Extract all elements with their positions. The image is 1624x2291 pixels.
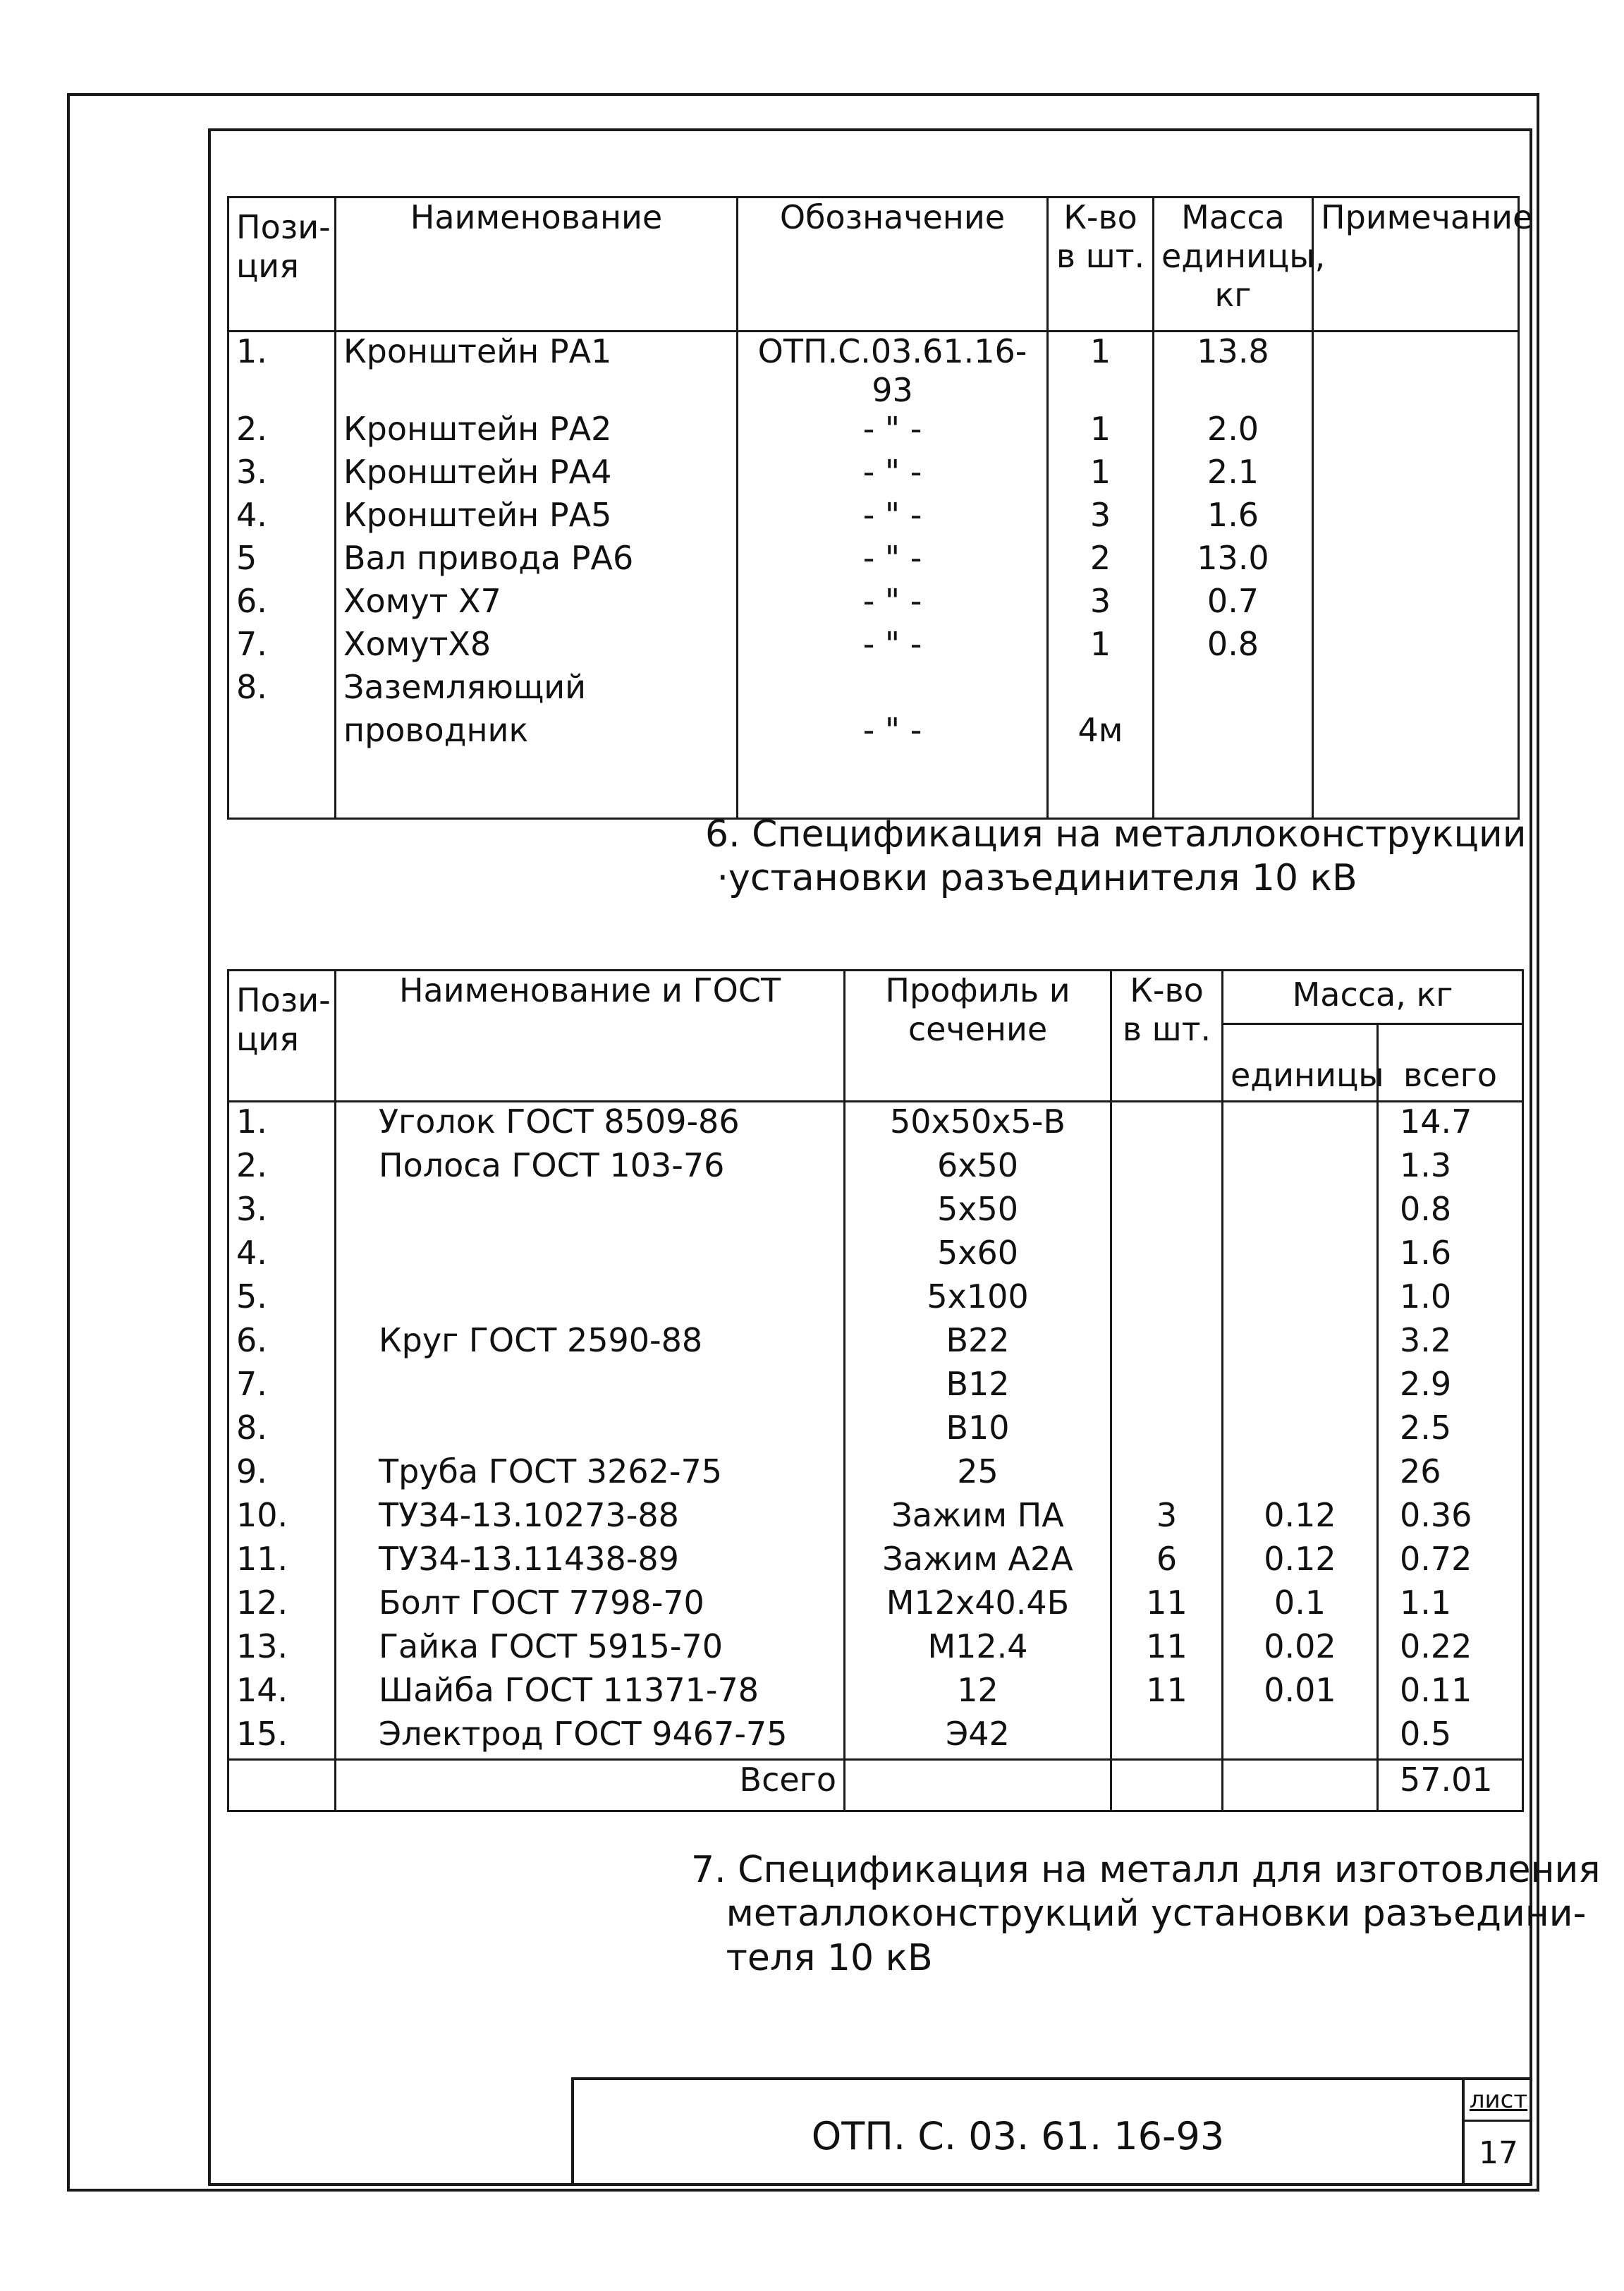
cell-name: [336, 1365, 845, 1409]
total-value: 57.01: [1378, 1760, 1523, 1811]
cell-empty: [845, 1760, 1111, 1811]
cell-unit-mass: 0.01: [1223, 1671, 1378, 1715]
cell-unit-mass: [1223, 1409, 1378, 1452]
table-row: [228, 1409, 1523, 1452]
cell-position: 7.: [228, 625, 336, 668]
cell-designation: [738, 668, 1048, 711]
cell-position: 3.: [228, 453, 336, 496]
cell-profile: 12: [845, 1671, 1111, 1715]
cell-name: ХомутХ8: [336, 625, 738, 668]
table-row: [228, 1584, 1523, 1627]
cell-total-mass: 0.8: [1378, 1190, 1523, 1234]
cell-note: [1313, 453, 1519, 496]
cell-profile: М12х40.4Б: [845, 1584, 1111, 1627]
cell-position: 1.: [228, 1102, 336, 1147]
cell-name: Гайка ГОСТ 5915-70: [336, 1627, 845, 1671]
cell-name: Полоса ГОСТ 103-76: [336, 1146, 845, 1190]
cell-name: Уголок ГОСТ 8509-86: [336, 1102, 845, 1147]
cell-quantity: 1: [1048, 332, 1154, 411]
table-row: [228, 453, 1519, 496]
header-mass-unit: единицы: [1223, 1024, 1378, 1102]
cell-name: Вал привода РА6: [336, 539, 738, 582]
cell-quantity: [1111, 1365, 1223, 1409]
cell-name: [336, 1190, 845, 1234]
cell-unit-mass: 0.12: [1223, 1540, 1378, 1584]
cell-quantity: 6: [1111, 1540, 1223, 1584]
table-row: [228, 625, 1519, 668]
cell-name: ТУ34-13.10273-88: [336, 1496, 845, 1540]
table-row-empty: [228, 754, 1519, 819]
cell-name: Труба ГОСТ 3262-75: [336, 1452, 845, 1496]
table-row: [228, 1146, 1523, 1190]
sheet-cell: [1462, 2080, 1532, 2186]
table-row: [228, 1277, 1523, 1321]
table-row: [228, 668, 1519, 711]
cell-unit-mass: 2.0: [1154, 410, 1313, 453]
cell-profile: 25: [845, 1452, 1111, 1496]
cell-position: 8.: [228, 668, 336, 711]
cell-total-mass: 0.22: [1378, 1627, 1523, 1671]
cell-empty: [1111, 1760, 1223, 1811]
cell-name: Круг ГОСТ 2590-88: [336, 1321, 845, 1365]
sheet-label: лист: [1465, 2080, 1532, 2122]
cell-unit-mass: [1223, 1715, 1378, 1760]
cell-quantity: 1: [1048, 625, 1154, 668]
cell-empty: [228, 1760, 336, 1811]
cell-quantity: 11: [1111, 1627, 1223, 1671]
cell-quantity: 3: [1048, 582, 1154, 625]
cell-profile: 5x60: [845, 1234, 1111, 1277]
cell-position: 9.: [228, 1452, 336, 1496]
cell-name: Кронштейн РА1: [336, 332, 738, 411]
cell-unit-mass: 0.1: [1223, 1584, 1378, 1627]
cell-profile: 6x50: [845, 1146, 1111, 1190]
cell-quantity: [1111, 1190, 1223, 1234]
cell-profile: В22: [845, 1321, 1111, 1365]
cell-profile: М12.4: [845, 1627, 1111, 1671]
cell-quantity: 4м: [1048, 711, 1154, 754]
table-row: [228, 1452, 1523, 1496]
cell-empty: [1048, 754, 1154, 819]
cell-position: 2.: [228, 1146, 336, 1190]
header-quantity: К-во в шт.: [1048, 198, 1154, 332]
cell-total-mass: 0.5: [1378, 1715, 1523, 1760]
cell-quantity: 3: [1048, 496, 1154, 539]
cell-empty: [1313, 754, 1519, 819]
cell-note: [1313, 539, 1519, 582]
cell-empty: [228, 754, 336, 819]
cell-position: 4.: [228, 1234, 336, 1277]
cell-name: Кронштейн РА4: [336, 453, 738, 496]
header-unit-mass: Масса единицы, кг: [1154, 198, 1313, 332]
table-row: [228, 1102, 1523, 1147]
cell-profile: В10: [845, 1409, 1111, 1452]
cell-note: [1313, 625, 1519, 668]
cell-quantity: [1111, 1277, 1223, 1321]
cell-name: Шайба ГОСТ 11371-78: [336, 1671, 845, 1715]
table-row: [228, 1540, 1523, 1584]
cell-empty: [1223, 1760, 1378, 1811]
cell-name: Хомут Х7: [336, 582, 738, 625]
cell-total-mass: 1.3: [1378, 1146, 1523, 1190]
cell-unit-mass: 13.0: [1154, 539, 1313, 582]
cell-quantity: 11: [1111, 1584, 1223, 1627]
cell-position: 4.: [228, 496, 336, 539]
table-row: [228, 1627, 1523, 1671]
cell-quantity: [1111, 1452, 1223, 1496]
cell-note: [1313, 582, 1519, 625]
header-quantity: К-во в шт.: [1111, 971, 1223, 1102]
spec-table-metal: [227, 969, 1524, 1812]
header-profile: Профиль и сечение: [845, 971, 1111, 1102]
table-row: [228, 582, 1519, 625]
table-row: [228, 410, 1519, 453]
cell-quantity: [1111, 1102, 1223, 1147]
cell-note: [1313, 332, 1519, 411]
cell-quantity: 2: [1048, 539, 1154, 582]
cell-unit-mass: 2.1: [1154, 453, 1313, 496]
cell-profile: Зажим А2А: [845, 1540, 1111, 1584]
cell-position: 2.: [228, 410, 336, 453]
header-mass: Масса, кг: [1223, 971, 1523, 1024]
cell-position: 8.: [228, 1409, 336, 1452]
table-row: [228, 539, 1519, 582]
cell-unit-mass: 13.8: [1154, 332, 1313, 411]
cell-name: Болт ГОСТ 7798-70: [336, 1584, 845, 1627]
cell-position: 5: [228, 539, 336, 582]
cell-unit-mass: [1223, 1146, 1378, 1190]
cell-quantity: 3: [1111, 1496, 1223, 1540]
cell-profile: Э42: [845, 1715, 1111, 1760]
table-row: [228, 1321, 1523, 1365]
cell-designation: - " -: [738, 453, 1048, 496]
cell-total-mass: 0.11: [1378, 1671, 1523, 1715]
cell-unit-mass: [1154, 711, 1313, 754]
header-position: Пози-ция: [228, 198, 336, 332]
cell-note: [1313, 410, 1519, 453]
cell-designation: - " -: [738, 625, 1048, 668]
cell-unit-mass: 0.7: [1154, 582, 1313, 625]
cell-quantity: [1111, 1234, 1223, 1277]
cell-position: 13.: [228, 1627, 336, 1671]
cell-quantity: 11: [1111, 1671, 1223, 1715]
cell-unit-mass: [1223, 1102, 1378, 1147]
cell-position: 10.: [228, 1496, 336, 1540]
sheet-number: 17: [1479, 2135, 1518, 2171]
cell-empty: [1154, 754, 1313, 819]
table-row: [228, 496, 1519, 539]
cell-designation: - " -: [738, 410, 1048, 453]
table-row: [228, 1671, 1523, 1715]
cell-quantity: 1: [1048, 453, 1154, 496]
title-block: [571, 2077, 1532, 2186]
table-row: [228, 332, 1519, 411]
table-row: [228, 1234, 1523, 1277]
table-row: [228, 711, 1519, 754]
cell-position: 6.: [228, 1321, 336, 1365]
cell-unit-mass: 0.8: [1154, 625, 1313, 668]
table-row: [228, 1496, 1523, 1540]
cell-position: 12.: [228, 1584, 336, 1627]
cell-name: Кронштейн РА2: [336, 410, 738, 453]
cell-designation: - " -: [738, 539, 1048, 582]
cell-total-mass: 0.36: [1378, 1496, 1523, 1540]
cell-total-mass: 3.2: [1378, 1321, 1523, 1365]
cell-total-mass: 26: [1378, 1452, 1523, 1496]
cell-profile: 5x100: [845, 1277, 1111, 1321]
total-label: Всего: [336, 1760, 845, 1811]
cell-empty: [738, 754, 1048, 819]
cell-quantity: 1: [1048, 410, 1154, 453]
caption-table-7: 7. Спецификация на металл для изготовления металлоконструкций установки разъедини- теля 10 кВ: [691, 1849, 1601, 1979]
spec-table-parts: [227, 196, 1533, 820]
header-name-gost: Наименование и ГОСТ: [336, 971, 845, 1102]
cell-unit-mass: 0.02: [1223, 1627, 1378, 1671]
cell-quantity: [1111, 1715, 1223, 1760]
cell-total-mass: 0.72: [1378, 1540, 1523, 1584]
header-designation: Обозначение: [738, 198, 1048, 332]
cell-position: [228, 711, 336, 754]
cell-unit-mass: 1.6: [1154, 496, 1313, 539]
cell-designation: ОТП.С.03.61.16-93: [738, 332, 1048, 411]
cell-designation: - " -: [738, 711, 1048, 754]
cell-designation: - " -: [738, 582, 1048, 625]
cell-note: [1313, 496, 1519, 539]
cell-quantity: [1111, 1409, 1223, 1452]
document-code: ОТП. С. 03. 61. 16-93: [811, 2114, 1225, 2158]
cell-quantity: [1048, 668, 1154, 711]
header-note: Примечание: [1313, 198, 1519, 332]
cell-profile: 50x50x5-В: [845, 1102, 1111, 1147]
cell-profile: В12: [845, 1365, 1111, 1409]
cell-quantity: [1111, 1321, 1223, 1365]
cell-unit-mass: [1223, 1321, 1378, 1365]
cell-unit-mass: 0.12: [1223, 1496, 1378, 1540]
cell-total-mass: 14.7: [1378, 1102, 1523, 1147]
cell-name: Заземляющий: [336, 668, 738, 711]
header-name: Наименование: [336, 198, 738, 332]
table-row: [228, 1365, 1523, 1409]
cell-name: Электрод ГОСТ 9467-75: [336, 1715, 845, 1760]
cell-unit-mass: [1223, 1365, 1378, 1409]
cell-total-mass: 2.5: [1378, 1409, 1523, 1452]
cell-note: [1313, 711, 1519, 754]
cell-unit-mass: [1223, 1452, 1378, 1496]
cell-position: 1.: [228, 332, 336, 411]
cell-empty: [336, 754, 738, 819]
cell-quantity: [1111, 1146, 1223, 1190]
cell-name: [336, 1277, 845, 1321]
table-row: [228, 1190, 1523, 1234]
cell-unit-mass: [1223, 1190, 1378, 1234]
cell-unit-mass: [1223, 1277, 1378, 1321]
caption-table-6: 6. Спецификация на металлоконструкции ·установки разъединителя 10 кВ: [705, 813, 1527, 900]
table-row: [228, 1715, 1523, 1760]
cell-total-mass: 2.9: [1378, 1365, 1523, 1409]
cell-unit-mass: [1223, 1234, 1378, 1277]
cell-name: [336, 1234, 845, 1277]
cell-position: 7.: [228, 1365, 336, 1409]
cell-unit-mass: [1154, 668, 1313, 711]
cell-position: 3.: [228, 1190, 336, 1234]
cell-name: проводник: [336, 711, 738, 754]
cell-name: [336, 1409, 845, 1452]
cell-note: [1313, 668, 1519, 711]
cell-name: ТУ34-13.11438-89: [336, 1540, 845, 1584]
cell-name: Кронштейн РА5: [336, 496, 738, 539]
cell-position: 5.: [228, 1277, 336, 1321]
cell-position: 11.: [228, 1540, 336, 1584]
cell-position: 6.: [228, 582, 336, 625]
cell-total-mass: 1.0: [1378, 1277, 1523, 1321]
cell-position: 15.: [228, 1715, 336, 1760]
cell-total-mass: 1.1: [1378, 1584, 1523, 1627]
header-position: Пози-ция: [228, 971, 336, 1102]
header-mass-total: всего: [1378, 1024, 1523, 1102]
cell-position: 14.: [228, 1671, 336, 1715]
cell-profile: 5x50: [845, 1190, 1111, 1234]
cell-profile: Зажим ПА: [845, 1496, 1111, 1540]
cell-designation: - " -: [738, 496, 1048, 539]
cell-total-mass: 1.6: [1378, 1234, 1523, 1277]
table-row-total: [228, 1760, 1523, 1811]
